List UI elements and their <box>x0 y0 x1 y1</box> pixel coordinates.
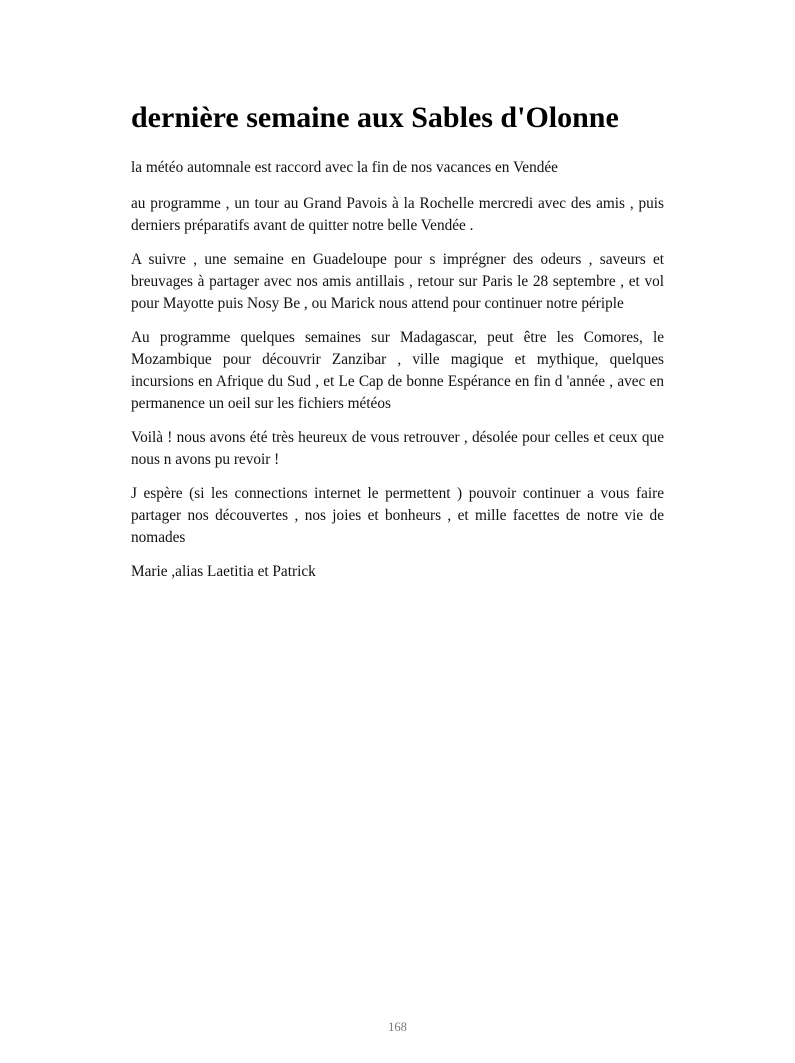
paragraph-travel-plan: A suivre , une semaine en Guadeloupe pour s imprégner des odeurs , saveurs et breuvages à partager avec nos amis antillais , retour sur Paris le 28 septembre , et vol pour Mayotte puis Nosy Be , ou Marick nous attend pour continuer notre périple <box>131 251 664 312</box>
paragraph-madagascar-plan: Au programme quelques semaines sur Madagascar, peut être les Comores, le Mozambique pour découvrir Zanzibar , ville magique et mythique, quelques incursions en Afrique du Sud , et Le Cap de bonne Espérance en fin d 'année , avec en permanence un oeil sur les fichiers météos <box>131 329 664 412</box>
paragraph-hope: J espère (si les connections internet le permettent ) pouvoir continuer a vous faire partager nos découvertes , nos joies et bonheurs , et mille facettes de notre vie de nomades <box>131 485 664 546</box>
page-title: dernière semaine aux Sables d'Olonne <box>131 101 619 134</box>
paragraph-farewell: Voilà ! nous avons été très heureux de vous retrouver , désolée pour celles et ceux que nous n avons pu revoir ! <box>131 429 664 468</box>
paragraph-program: au programme , un tour au Grand Pavois à la Rochelle mercredi avec des amis , puis derniers préparatifs avant de quitter notre belle Vendée . <box>131 195 664 234</box>
body-text <box>131 157 664 595</box>
paragraph-intro: la météo automnale est raccord avec la fin de nos vacances en Vendée <box>131 159 558 176</box>
page-number: 168 <box>388 1020 407 1034</box>
paragraph-signature: Marie ,alias Laetitia et Patrick <box>131 563 316 580</box>
